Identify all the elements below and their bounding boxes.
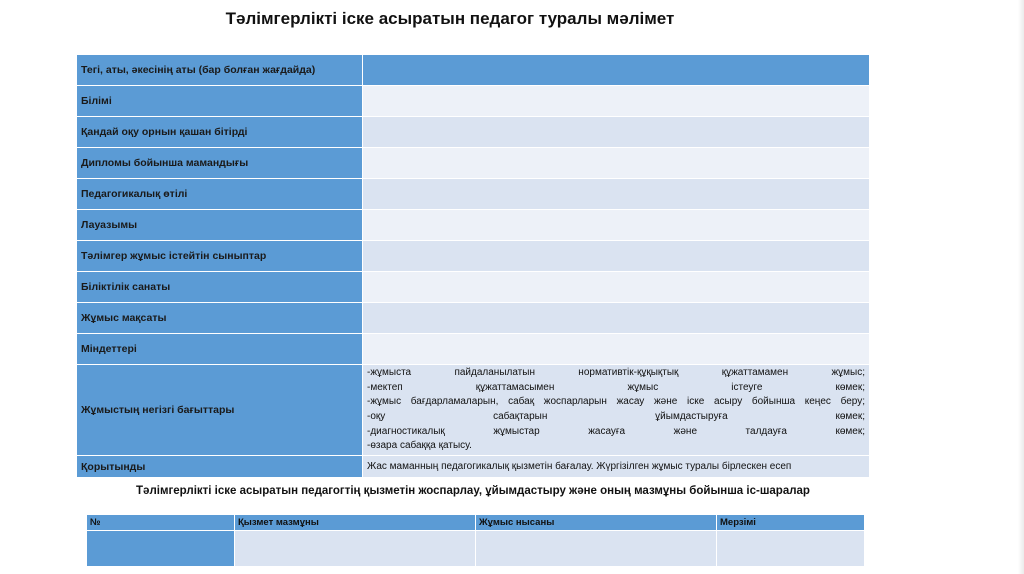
plan-header-content: Қызмет мазмұны [235, 515, 476, 531]
page-title: Тәлімгерлікті іске асыратын педагог туралы мәлімет [225, 9, 675, 28]
info-label: Біліктілік санаты [77, 272, 363, 303]
info-label: Тегі, аты, әкесінің аты (бар болған жағдайда) [77, 55, 363, 86]
info-row-experience [77, 179, 870, 210]
info-row-classes [77, 241, 870, 272]
direction-item: -жұмыста пайдаланылатын нормативтік-құқықтық құжаттамамен жұмыс; [367, 367, 865, 379]
direction-item: -мектеп құжаттамасымен жұмыс істеуге көмек; [367, 381, 865, 393]
direction-item: -өзара сабаққа қатысу. [367, 440, 472, 452]
info-value-field[interactable] [363, 241, 870, 272]
info-label: Дипломы бойынша мамандығы [77, 148, 363, 179]
plan-header-row [87, 515, 865, 531]
info-label: Жұмыс мақсаты [77, 303, 363, 334]
info-label: Қандай оқу орнын қашан бітірді [77, 117, 363, 148]
info-value-field[interactable] [363, 179, 870, 210]
info-label: Жұмыстың негізгі бағыттары [77, 365, 363, 456]
info-row-specialty [77, 148, 870, 179]
info-row-goal [77, 303, 870, 334]
plan-cell-content[interactable] [235, 531, 476, 567]
info-label: Міндеттері [77, 334, 363, 365]
plan-title: Тәлімгерлікті іске асыратын педагогтің қызметін жоспарлау, ұйымдастыру және оның мазмұны бойынша іс-шаралар [136, 485, 810, 497]
mentor-info-table [76, 54, 870, 478]
info-value-field[interactable] [363, 334, 870, 365]
info-value-field[interactable] [363, 272, 870, 303]
info-label: Білімі [77, 86, 363, 117]
info-value-field[interactable] [363, 117, 870, 148]
info-row-tasks [77, 334, 870, 365]
info-value-field[interactable] [363, 55, 870, 86]
plan-cell-form[interactable] [476, 531, 717, 567]
info-label: Қорытынды [77, 456, 363, 478]
plan-row [87, 531, 865, 567]
conclusion-value: Жас маманның педагогикалық қызметін бағалау. Жүргізілген жұмыс туралы бірлескен есеп [363, 456, 870, 478]
plan-cell-deadline[interactable] [717, 531, 865, 567]
direction-item: -жұмыс бағдарламаларын, сабақ жоспарларын жасау және іске асыру бойынша кеңес беру; [367, 396, 865, 408]
info-row-directions [77, 365, 870, 456]
plan-cell-number[interactable] [87, 531, 235, 567]
plan-header-form: Жұмыс нысаны [476, 515, 717, 531]
info-row-institution [77, 117, 870, 148]
info-value-field[interactable] [363, 303, 870, 334]
info-value-field[interactable] [363, 148, 870, 179]
info-row-education [77, 86, 870, 117]
info-label: Тәлімгер жұмыс істейтін сыныптар [77, 241, 363, 272]
plan-header-number: № [87, 515, 235, 531]
plan-table [86, 514, 865, 567]
info-row-conclusion [77, 456, 870, 478]
directions-list [363, 365, 870, 456]
info-value-field[interactable] [363, 210, 870, 241]
info-row-full-name [77, 55, 870, 86]
info-label: Педагогикалық өтілі [77, 179, 363, 210]
info-label: Лауазымы [77, 210, 363, 241]
direction-item: -диагностикалық жұмыстар жасауға және талдауға көмек; [367, 425, 865, 437]
info-row-position [77, 210, 870, 241]
page-edge-shadow [1018, 0, 1024, 574]
info-value-field[interactable] [363, 86, 870, 117]
direction-item: -оқу сабақтарын ұйымдастыруға көмек; [367, 411, 865, 422]
info-row-category [77, 272, 870, 303]
plan-header-deadline: Мерзімі [717, 515, 865, 531]
